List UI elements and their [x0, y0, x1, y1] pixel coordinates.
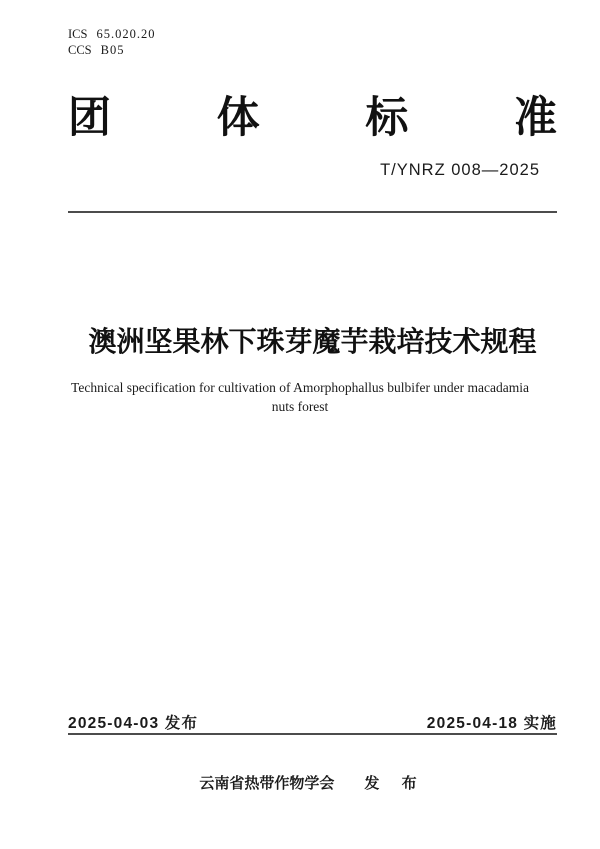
publish-label: 发 布	[364, 775, 426, 792]
standard-type-char: 团	[68, 94, 111, 142]
standard-type-char: 标	[365, 94, 409, 142]
publisher-name: 云南省热带作物学会	[199, 775, 335, 792]
ics-code: 65.020.20	[96, 27, 156, 41]
ics-row	[68, 26, 155, 42]
header-divider	[68, 211, 557, 213]
ics-label: ICS	[68, 27, 88, 41]
document-title-english-line2: nuts forest	[271, 399, 329, 414]
ccs-code: B05	[100, 43, 125, 57]
date-row	[68, 711, 557, 733]
document-title-english-line1: Technical specification for cultivation of Amorphophallus bulbifer under macadamia	[71, 380, 529, 395]
footer-divider	[68, 733, 557, 735]
issue-date: 2025-04-03 发布	[68, 715, 199, 732]
publisher-row	[68, 772, 557, 793]
standard-type-char: 准	[513, 94, 557, 142]
document-title-english	[0, 378, 600, 416]
standard-type-char: 体	[216, 94, 260, 142]
standard-type-title	[68, 84, 557, 145]
document-title-chinese: 澳洲坚果林下珠芽魔芋栽培技术规程	[88, 326, 537, 357]
classification-codes	[68, 26, 155, 58]
implement-date: 2025-04-18 实施	[426, 715, 557, 732]
ccs-label: CCS	[68, 43, 92, 57]
ccs-row	[68, 42, 155, 58]
standard-number: T/YNRZ 008—2025	[380, 161, 540, 179]
